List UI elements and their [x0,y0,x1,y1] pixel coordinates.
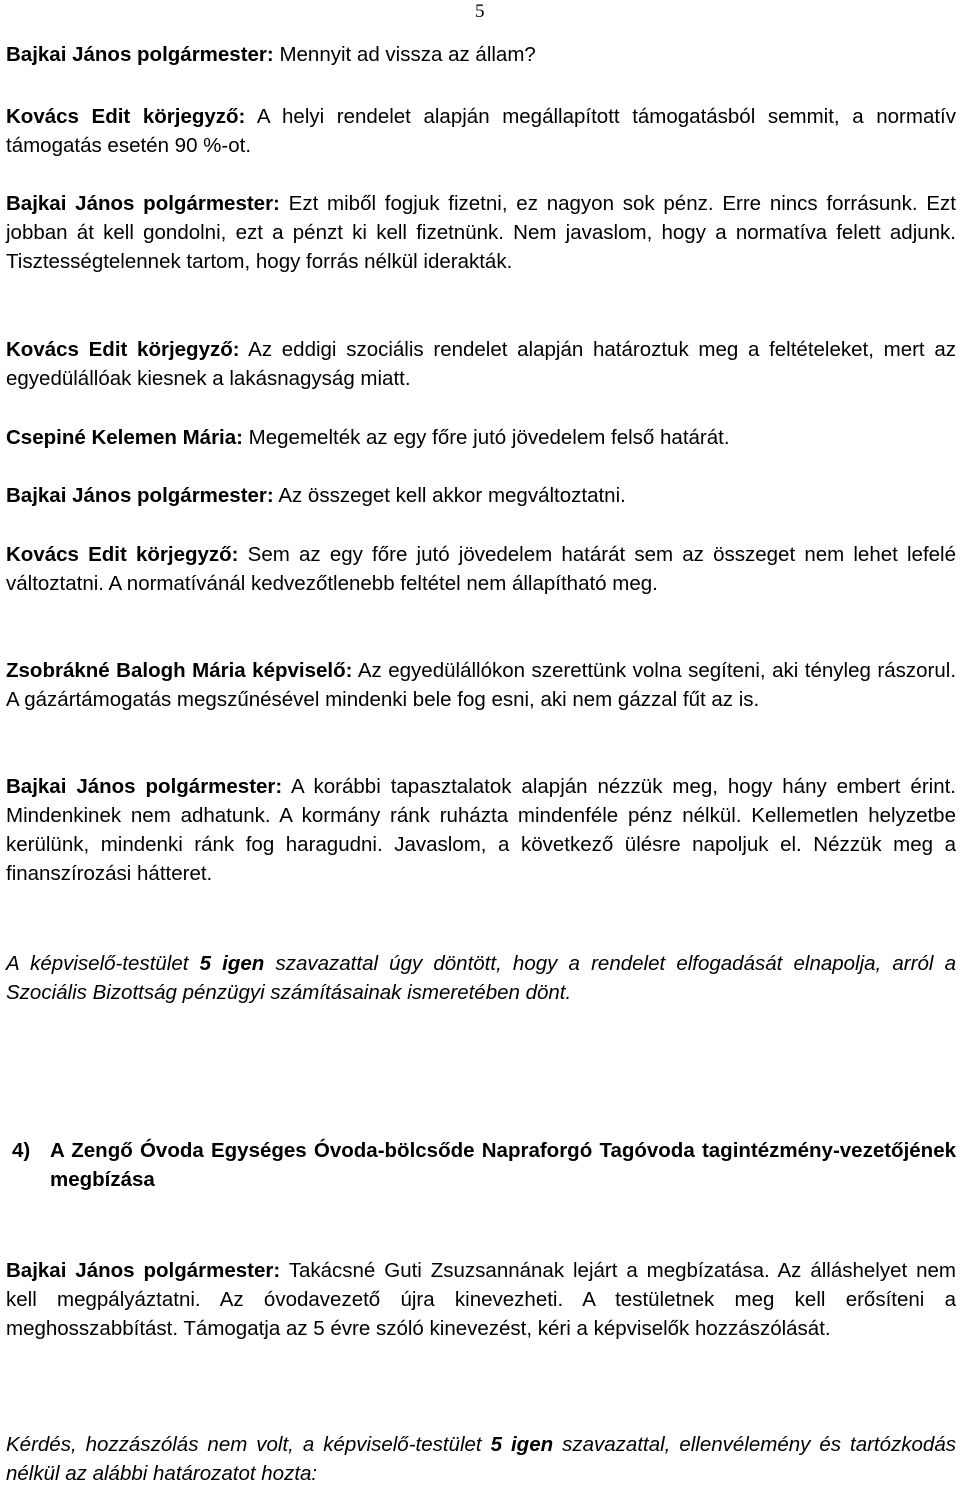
speech-text: Ezt miből fogjuk fizetni, ez nagyon sok pénz. Erre nincs forrásunk. Ezt jobban át kell gondolni, ezt a pénzt ki kell fizetnünk. Nem javaslom, hogy a normatíva felett adjunk. Tisztességtelennek tartom, hogy forrás nélkül iderakták. [6,192,956,273]
paragraph-6 [6,481,956,510]
speaker-name: Bajkai János polgármester: [6,1259,281,1282]
speaker-name: Bajkai János polgármester: [6,484,274,507]
speech-text: Megemelték az egy főre jutó jövedelem felső határát. [242,426,730,449]
paragraph-8 [6,656,956,714]
paragraph-2 [6,102,956,160]
speech-text: Az eddigi szociális rendelet alapján határoztuk meg a feltételeket, mert az egyedülállóak kiesnek a lakásnagyság miatt. [6,338,956,390]
paragraph-1 [6,40,956,69]
paragraph-7 [6,540,956,598]
paragraph-3 [6,189,956,276]
paragraph-4 [6,335,956,393]
page-number: 5 [475,1,485,22]
speaker-name: Zsobrákné Balogh Mária képviselő: [6,659,353,682]
speaker-name: Bajkai János polgármester: [6,43,274,66]
speech-text: Az egyedülállókon szerettünk volna segíteni, aki tényleg rászorul. A gázártámogatás megszűnésével mindenki bele fog esni, aki nem gázzal fűt az is. [6,659,957,711]
closing-votes: 5 igen [490,1433,554,1456]
speech-text: Takácsné Guti Zsuzsannának lejárt a megbízatása. Az álláshelyet nem kell megpályáztatni. Az óvodavezető újra kinevezheti. A testületnek meg kell erősíteni a meghosszabbítást. Támogatja az 5 évre szóló kinevezést, kéri a képviselők hozzászólását. [6,1259,956,1340]
decision-paragraph [6,949,956,1007]
speaker-name: Kovács Edit körjegyző: [6,105,246,128]
agenda-paragraph [6,1256,956,1343]
agenda-item-number: 4) [12,1139,31,1162]
speaker-name: Csepiné Kelemen Mária: [6,426,243,449]
closing-text-end: szavazattal, ellenvélemény és tartózkodás nélkül az alábbi határozatot hozta: [6,1433,956,1485]
closing-text-start: Kérdés, hozzászólás nem volt, a képviselő-testület [6,1433,491,1456]
speaker-name: Kovács Edit körjegyző: [6,338,240,361]
speech-text: Az összeget kell akkor megváltoztatni. [273,484,626,507]
agenda-item-heading [12,1136,956,1194]
speech-text: A helyi rendelet alapján megállapított támogatásból semmit, a normatív támogatás esetén 90 %-ot. [6,105,956,157]
decision-text-start: A képviselő-testület [6,952,200,975]
speaker-name: Bajkai János polgármester: [6,192,280,215]
speaker-name: Kovács Edit körjegyző: [6,543,239,566]
paragraph-5 [6,423,956,452]
speech-text: A korábbi tapasztalatok alapján nézzük meg, hogy hány embert érint. Mindenkinek nem adhatunk. A kormány ránk ruházta mindenféle pénz nélkül. Kellemetlen helyzetbe kerülünk, mindenki ránk fog haragudni. Javaslom, a következő ülésre napoljuk el. Nézzük meg a finanszírozási hátteret. [6,775,956,885]
paragraph-9 [6,772,956,888]
speaker-name: Bajkai János polgármester: [6,775,283,798]
closing-paragraph [6,1430,956,1488]
speech-text: Sem az egy főre jutó jövedelem határát sem az összeget nem lehet lefelé változtatni. A normatívánál kedvezőtlenebb feltétel nem állapítható meg. [6,543,956,595]
decision-votes: 5 igen [199,952,265,975]
speech-text: Mennyit ad vissza az állam? [273,43,536,66]
decision-text-end: szavazattal úgy döntött, hogy a rendelet elfogadását elnapolja, arról a Szociális Bizottság pénzügyi számításainak ismeretében dönt. [6,952,956,1004]
agenda-item-title: A Zengő Óvoda Egységes Óvoda-bölcsőde Napraforgó Tagóvoda tagintézmény-vezetőjének megbízása [50,1139,956,1191]
